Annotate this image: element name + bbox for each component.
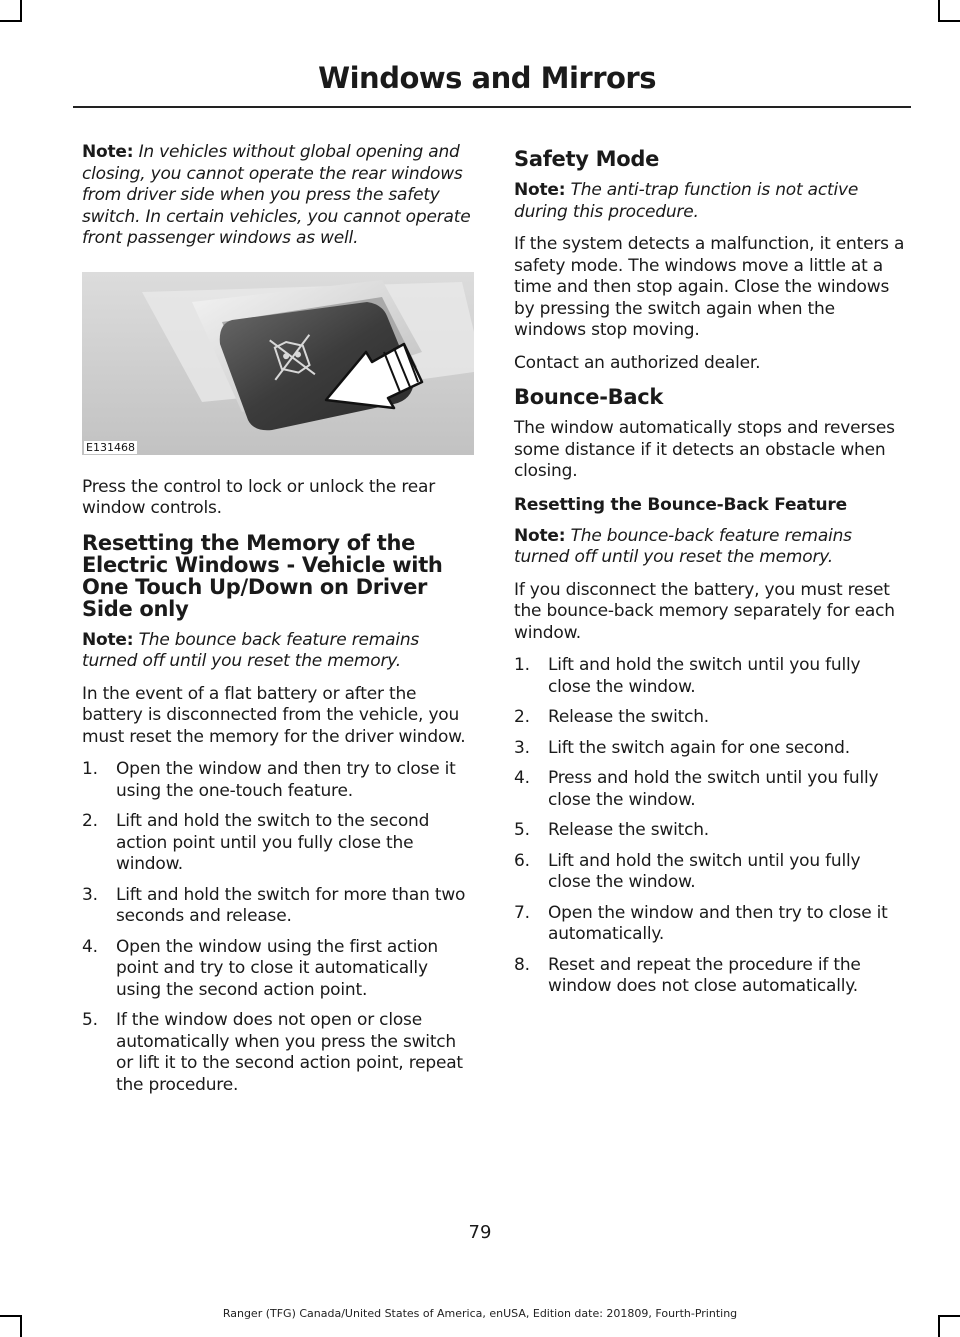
- list-item: 5. Release the switch.: [514, 820, 710, 840]
- list-item: 8. Reset and repeat the procedure if the window does not close automatically.: [514, 954, 861, 996]
- window-lock-switch-icon: [82, 272, 474, 455]
- list-item: 6. Lift and hold the switch until you fully close the window.: [514, 850, 861, 892]
- page-title: Windows and Mirrors: [318, 61, 656, 95]
- list-item: 3. Lift and hold the switch for more than two seconds and release.: [82, 884, 466, 926]
- safety-mode-text: If the system detects a malfunction, it enters a safety mode. The windows move a little at a time and then stop again. Close the windows by pressing the switch again when the windows stop moving.: [514, 234, 905, 340]
- list-item: 4. Press and hold the switch until you fully close the window.: [514, 768, 879, 810]
- reset-bounce-back-steps: [514, 655, 908, 998]
- window-lock-switch-illustration: [82, 272, 474, 455]
- reset-memory-steps: [82, 759, 476, 1096]
- note-global-opening: [82, 142, 476, 250]
- note-text: The bounce back feature remains turned off until you reset the memory.: [82, 629, 420, 671]
- note-bounce-back: [82, 630, 476, 673]
- list-item: 1. Open the window and then try to close it using the one-touch feature.: [82, 759, 456, 801]
- section-heading-safety-mode: Safety Mode: [514, 147, 660, 171]
- crop-mark: [20, 0, 22, 22]
- left-column: [82, 142, 476, 1105]
- note-bounce-back-off: [514, 526, 908, 569]
- list-item: 7. Open the window and then try to close it automatically.: [514, 902, 888, 944]
- battery-disconnect-text: If you disconnect the battery, you must reset the bounce-back memory separately for each window.: [514, 579, 895, 643]
- note-label: Note:: [82, 142, 134, 162]
- list-item: 2. Lift and hold the switch to the second action point until you fully close the window.: [82, 811, 430, 874]
- list-item: 3. Lift the switch again for one second.: [514, 737, 850, 758]
- contact-dealer-text: Contact an authorized dealer.: [514, 352, 761, 373]
- edition-footer: Ranger (TFG) Canada/United States of America, enUSA, Edition date: 201809, Fourth-Printing: [222, 1307, 738, 1320]
- note-text: In vehicles without global opening and closing, you cannot operate the rear windows from driver side when you press the safety switch. In certain vehicles, you cannot operate front passenger windows as well.: [82, 142, 471, 248]
- section-heading-reset-memory: Resetting the Memory of the Electric Windows - Vehicle with One Touch Up/Down on Driver Side only: [82, 530, 443, 621]
- note-label: Note:: [82, 629, 134, 650]
- section-heading-bounce-back: Bounce-Back: [514, 385, 664, 409]
- page-number: 79: [468, 1222, 492, 1243]
- note-anti-trap: [514, 180, 908, 223]
- list-item: 5. If the window does not open or close automatically when you press the switch or lift it to the second action point, repeat the procedure.: [82, 1010, 463, 1095]
- note-text: The bounce-back feature remains turned off until you reset the memory.: [514, 525, 852, 567]
- bounce-back-text: The window automatically stops and reverses some distance if it detects an obstacle when closing.: [514, 418, 895, 481]
- note-label: Note:: [514, 180, 566, 200]
- note-text: The anti-trap function is not active during this procedure.: [514, 180, 859, 222]
- figure-code: E131468: [86, 440, 135, 454]
- list-item: 1. Lift and hold the switch until you fully close the window.: [514, 655, 861, 697]
- press-control-text: Press the control to lock or unlock the rear window controls.: [82, 476, 436, 518]
- list-item: 2. Release the switch.: [514, 707, 710, 727]
- crop-mark: [0, 20, 22, 22]
- list-item: 4. Open the window using the first action point and try to close it automatically using the second action point.: [82, 936, 438, 1000]
- reset-intro-text: In the event of a flat battery or after the battery is disconnected from the vehicle, you must reset the memory for the driver window.: [82, 683, 466, 747]
- header-rule: [73, 106, 911, 108]
- right-column: [514, 142, 908, 1007]
- note-label: Note:: [514, 525, 566, 546]
- subheading-reset-bounce-back: Resetting the Bounce-Back Feature: [514, 494, 847, 515]
- crop-mark: [938, 20, 960, 22]
- crop-mark: [938, 0, 940, 22]
